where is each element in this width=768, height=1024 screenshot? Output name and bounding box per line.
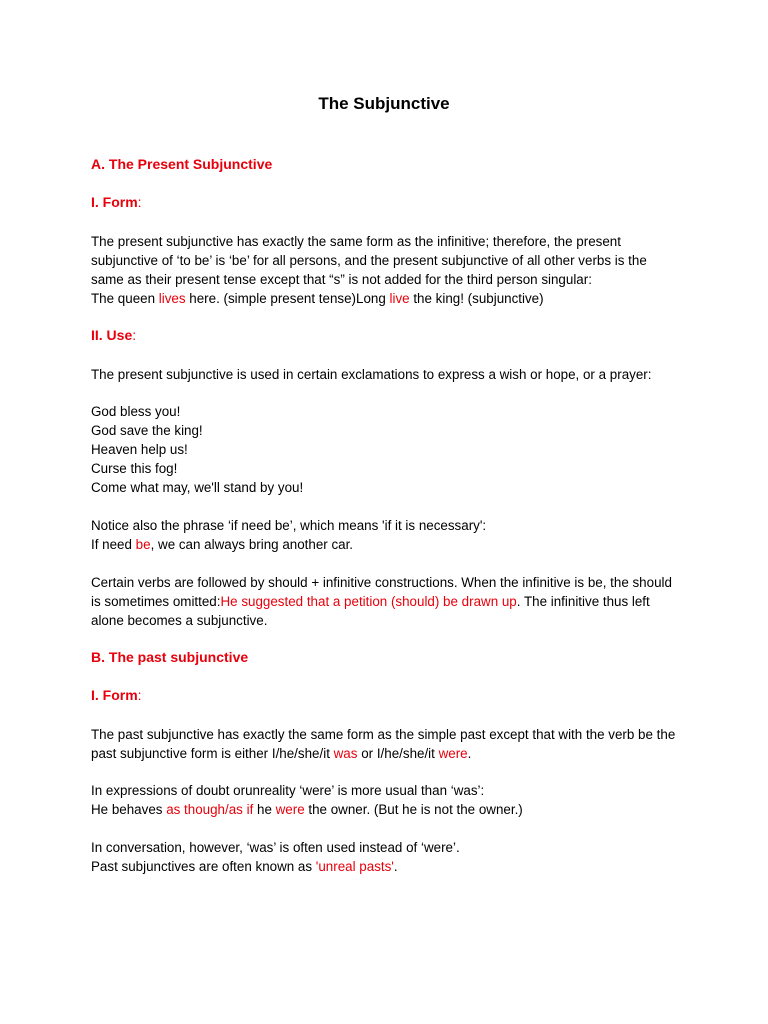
need-part2: , we can always bring another car. (150, 537, 354, 552)
conversation-paragraph (91, 838, 681, 876)
past-form-part2: or I/he/she/it (357, 746, 439, 761)
unreal-red: 'unreal pasts' (315, 859, 394, 874)
need-part1: If need (91, 537, 136, 552)
section-a-form-heading (91, 194, 142, 210)
document-title: The Subjunctive (318, 94, 450, 113)
past-form-red-was: was (333, 746, 358, 761)
verbs-red-example: He suggested that a petition (should) be drawn up (220, 594, 517, 609)
doubt-part3: the owner. (But he is not the owner.) (304, 802, 523, 817)
need-red-be: be (135, 537, 151, 552)
section-b-form-heading (91, 687, 142, 703)
doubt-part2: he (253, 802, 276, 817)
section-a-heading: A. The Present Subjunctive (91, 156, 273, 172)
example-part2: here. (simple present tense)Long (185, 291, 390, 306)
notice-text: Notice also the phrase ‘if need be’, which means 'if it is necessary': (91, 518, 487, 533)
exclamations-list (91, 402, 681, 497)
conversation-text: In conversation, however, ‘was’ is often used instead of ‘were’. (91, 840, 460, 855)
notice-paragraph (91, 516, 681, 554)
example-red-lives: lives (158, 291, 186, 306)
present-form-paragraph (91, 232, 681, 308)
doubt-text: In expressions of doubt orunreality ‘were’ is more usual than ‘was’: (91, 783, 485, 798)
doubt-red-as-though: as though/as if (166, 802, 254, 817)
verbs-paragraph (91, 573, 681, 630)
form-heading-text: I. Form (91, 194, 138, 210)
use-heading-text: II. Use (91, 327, 133, 343)
section-a-use-heading (91, 327, 136, 343)
form-heading-colon: : (137, 687, 142, 703)
verbs-part2: . The infinitive thus left alone becomes a subjunctive. (91, 594, 650, 628)
exclamation-line: Heaven help us! (91, 442, 188, 457)
past-form-part3: . (467, 746, 472, 761)
doubt-red-were: were (275, 802, 305, 817)
example-red-live: live (389, 291, 410, 306)
unreal-part1: Past subjunctives are often known as (91, 859, 316, 874)
form-heading-text: I. Form (91, 687, 138, 703)
example-part3: the king! (subjunctive) (409, 291, 544, 306)
use-heading-colon: : (132, 327, 137, 343)
past-form-paragraph (91, 725, 681, 763)
use-paragraph: The present subjunctive is used in certain exclamations to express a wish or hope, or a prayer: (91, 367, 652, 382)
form-heading-colon: : (137, 194, 142, 210)
section-b-heading: B. The past subjunctive (91, 649, 249, 665)
exclamation-line: God save the king! (91, 423, 203, 438)
past-form-part1: The past subjunctive has exactly the same form as the simple past except that with the verb be the past subjunctive form is either I/he/she/it (91, 727, 676, 761)
example-part1: The queen (91, 291, 159, 306)
past-form-red-were: were (438, 746, 468, 761)
exclamation-line: Come what may, we'll stand by you! (91, 480, 304, 495)
doubt-part1: He behaves (91, 802, 167, 817)
present-form-text: The present subjunctive has exactly the same form as the infinitive; therefore, the present subjunctive of ‘to be’ is ‘be’ for all persons, and the present subjunctive of all other verbs is the same as their present tense except that “s” is not added for the third person singular: (91, 234, 647, 287)
unreal-part2: . (393, 859, 398, 874)
verbs-part1: Certain verbs are followed by should + infinitive constructions. When the infinitive is be, the should is sometimes omitted: (91, 575, 672, 609)
exclamation-line: Curse this fog! (91, 461, 178, 476)
doubt-paragraph (91, 781, 681, 819)
exclamation-line: God bless you! (91, 404, 181, 419)
